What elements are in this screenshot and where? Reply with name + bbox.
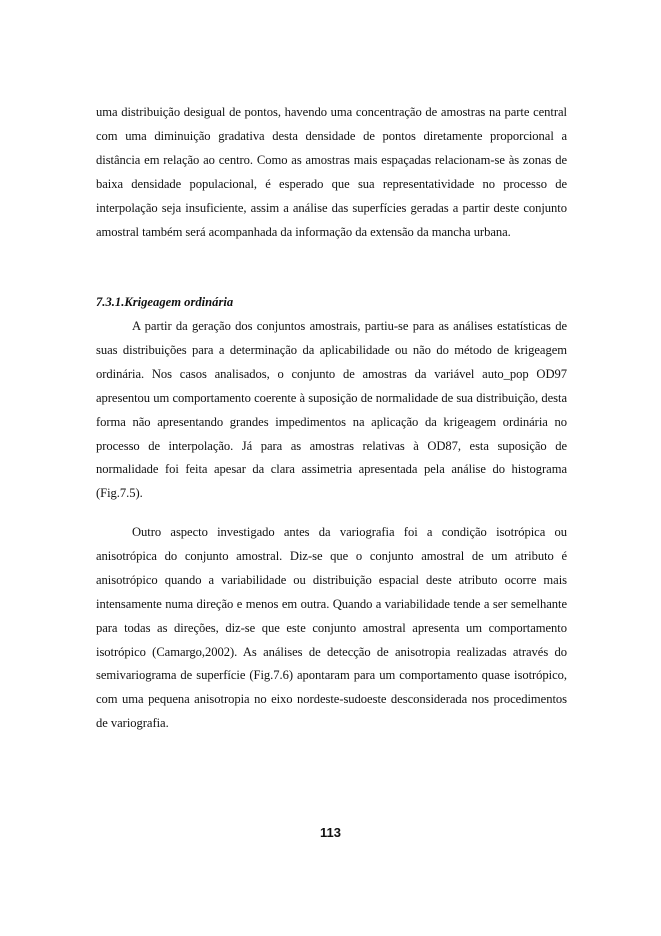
- paragraph-1: uma distribuição desigual de pontos, havendo uma concentração de amostras na parte central com uma diminuição gradativa desta densidade de pontos diretamente proporcional a distância em relação ao centro. Como as amostras mais espaçadas relacionam-se às zonas de baixa densidade populacional, é esperado que sua representatividade no processo de interpolação seja insuficiente, assim a análise das superfícies geradas a partir deste conjunto amostral também será acompanhada da informação da extensão da mancha urbana.: [96, 105, 567, 239]
- paragraph-2: A partir da geração dos conjuntos amostrais, partiu-se para as análises estatísticas de suas distribuições para a determinação da aplicabilidade ou não do método de krigeagem ordinária. Nos casos analisados, o conjunto de amostras da variável auto_pop OD97 apresentou um comportamento coerente à suposição de normalidade de sua distribuição, desta forma não apresentando grandes impedimentos na aplicação da krigeagem ordinária no processo de interpolação. Já para as amostras relativas à OD87, esta suposição de normalidade foi feita apesar da clara assimetria apresentada pela análise do histograma (Fig.7.5).: [96, 319, 567, 501]
- section-heading: 7.3.1.Krigeagem ordinária: [96, 295, 234, 309]
- paragraph-3: Outro aspecto investigado antes da variografia foi a condição isotrópica ou anisotrópica do conjunto amostral. Diz-se que o conjunto amostral de um atributo é anisotrópico quando a variabilidade ou distribuição espacial deste atributo ocorre mais intensamente numa direção e menos em outra. Quando a variabilidade tende a ser semelhante para todas as direções, diz-se que este conjunto amostral apresenta um comportamento isotrópico (Camargo,2002). As análises de detecção de anisotropia realizadas através do semivariograma de superfície (Fig.7.6) apontaram para um comportamento quase isotrópico, com uma pequena anisotropia no eixo nordeste-sudoeste desconsiderada nos procedimentos de variografia.: [96, 525, 567, 731]
- page-number: 113: [320, 825, 341, 840]
